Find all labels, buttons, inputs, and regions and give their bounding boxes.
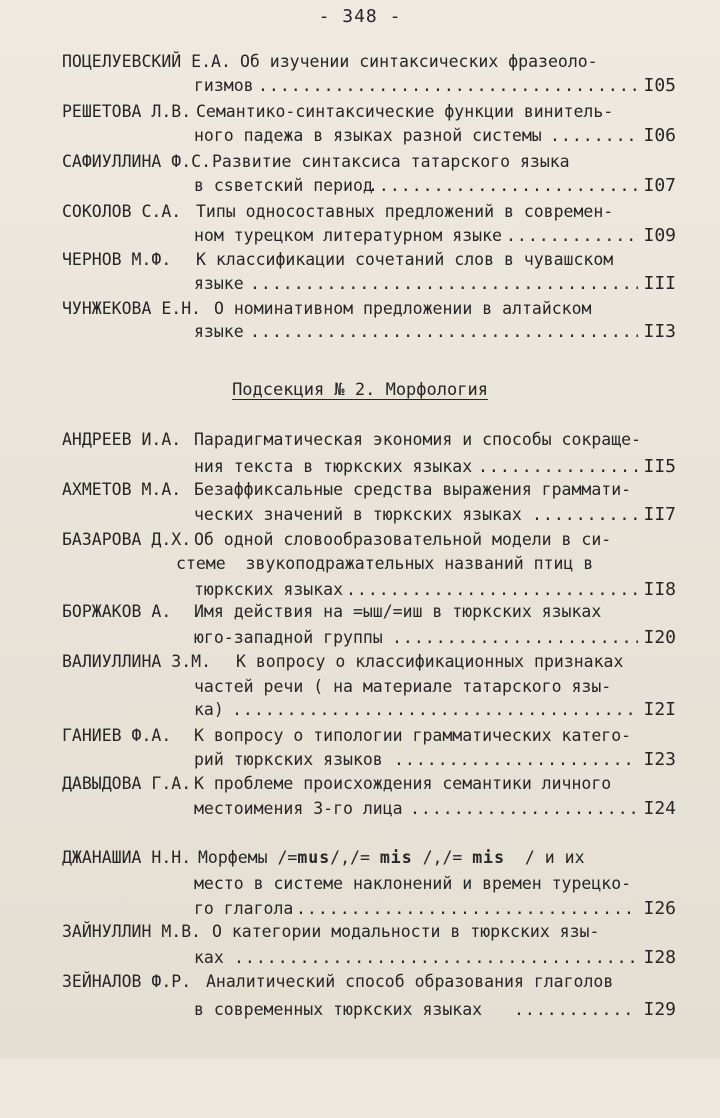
entry-page: I28 <box>643 947 676 968</box>
entry-author: АХМЕТОВ М.А. <box>62 480 182 499</box>
entry-author: БАЗАРОВА Д.Х. <box>62 530 192 549</box>
entry-title: ния текста в тюркских языках <box>194 457 473 476</box>
entry-title: Парадигматическая экономия и способы сокраще- <box>194 430 642 449</box>
entry-title: в сsветский период <box>194 176 373 195</box>
entry-title: Развитие синтаксиса татарского языка <box>212 152 570 171</box>
page-number: - 348 - <box>318 6 402 27</box>
entry-author: ЧУНЖЕКОВА Е.Н. <box>62 299 202 318</box>
leader-dots <box>250 320 638 344</box>
entry-page: II7 <box>643 504 676 525</box>
entry-author: РЕШЕТОВА Л.В. <box>62 102 192 121</box>
entry-author: БОРЖАКОВ А. <box>62 602 172 621</box>
entry-title: О категории модальности в тюркских язы- <box>212 922 600 941</box>
entry-title: К классификации сочетаний слов в чувашском <box>196 250 614 269</box>
entry-title: К вопросу о типологии грамматических катего- <box>194 726 632 745</box>
entry-title: Безаффиксальные средства выражения граммати- <box>194 480 632 499</box>
entry-page: I23 <box>643 749 676 770</box>
leader-dots <box>478 455 638 479</box>
morpheme: mus <box>297 848 331 867</box>
entry-author: ВАЛИУЛЛИНА З.М. <box>62 652 212 671</box>
entry-title: О номинативном предложении в алтайском <box>214 299 592 318</box>
morpheme: mis <box>379 848 413 867</box>
entry-title: стеме звукоподражательных названий птиц в <box>176 554 594 573</box>
entry-title: языке <box>194 274 244 293</box>
entry-title: ном турецком литературном языке <box>194 226 502 245</box>
entry-page: I2I <box>643 699 676 720</box>
entry-page: I26 <box>643 898 676 919</box>
entry-title: К вопросу о классификационных признаках <box>236 652 624 671</box>
entry-author: ДЖАНАШИА Н.Н. <box>62 848 192 867</box>
entry-title: К проблеме происхождения семантики личного <box>194 774 612 793</box>
entry-author: ДАВЫДОВА Г.А. <box>62 774 192 793</box>
entry-page: II5 <box>643 456 676 477</box>
entry-title: го глагола <box>194 899 294 918</box>
entry-page: II3 <box>643 321 676 342</box>
entry-page: I20 <box>643 627 676 648</box>
entry-title: в современных тюркских языках <box>194 1000 483 1019</box>
entry-title: Об изучении синтаксических фразеоло- <box>240 52 598 71</box>
entry-page: I07 <box>643 175 676 196</box>
entry-title: Семантико-синтаксические функции винитель- <box>196 102 614 121</box>
entry-page: II8 <box>643 579 676 600</box>
entry-title: Типы односоставных предложений в современ- <box>196 202 614 221</box>
entry-title: Имя действия на =ыш/=иш в тюркских языках <box>194 602 602 621</box>
leader-dots <box>258 74 638 98</box>
entry-title: ка) <box>194 700 224 719</box>
leader-dots <box>532 503 638 527</box>
entry-author: ПОЦЕЛУЕВСКИЙ Е.А. <box>62 52 231 71</box>
entry-author: ЗАЙНУЛЛИН М.В. <box>62 922 202 941</box>
leader-dots <box>410 797 638 821</box>
leader-dots <box>506 224 638 248</box>
section-heading: Подсекция № 2. Морфология <box>232 380 488 400</box>
leader-dots <box>368 174 638 198</box>
entry-title: тюркских языках <box>194 580 344 599</box>
entry-author: САФИУЛЛИНА Ф.С. <box>62 152 212 171</box>
entry-title: ного падежа в языках разной системы <box>194 126 542 145</box>
entry-title: ках <box>194 948 224 967</box>
entry-title: юго-западной группы <box>194 628 383 647</box>
leader-dots <box>394 748 638 772</box>
entry-page: III <box>643 273 676 294</box>
entry-title: гизмов <box>194 76 254 95</box>
leader-dots <box>234 946 638 970</box>
entry-author: СОКОЛОВ С.А. <box>62 202 182 221</box>
entry-page: I24 <box>643 798 676 819</box>
entry-title: частей речи ( на материале татарского язы- <box>194 677 612 696</box>
leader-dots <box>346 578 638 602</box>
entry-title: рий тюркских языков <box>194 750 383 769</box>
morpheme: mis <box>472 848 506 867</box>
entry-page: I29 <box>643 999 676 1020</box>
entry-title: Морфемы /=mus/,/= mis /,/= mis / и их <box>198 848 585 867</box>
leader-dots <box>250 272 638 296</box>
entry-title: ческих значений в тюркских языках <box>194 505 522 524</box>
entry-title: Об одной словообразовательной модели в си- <box>194 530 612 549</box>
entry-title: местоимения 3-го лица <box>194 799 403 818</box>
entry-title: языке <box>194 322 244 341</box>
entry-author: ГАНИЕВ Ф.А. <box>62 726 172 745</box>
leader-dots <box>514 998 638 1022</box>
entry-author: ЧЕРНОВ М.Ф. <box>62 250 172 269</box>
entry-page: I05 <box>643 75 676 96</box>
entry-page: I06 <box>643 125 676 146</box>
entry-author: АНДРЕЕВ И.А. <box>62 430 182 449</box>
leader-dots <box>232 698 638 722</box>
entry-title: Аналитический способ образования глаголов <box>206 972 614 991</box>
entry-author: ЗЕЙНАЛОВ Ф.Р. <box>62 972 192 991</box>
leader-dots <box>392 626 638 650</box>
entry-page: I09 <box>643 225 676 246</box>
leader-dots <box>550 124 636 148</box>
entry-title: место в системе наклонений и времен турецко- <box>194 874 632 893</box>
leader-dots <box>296 897 638 921</box>
